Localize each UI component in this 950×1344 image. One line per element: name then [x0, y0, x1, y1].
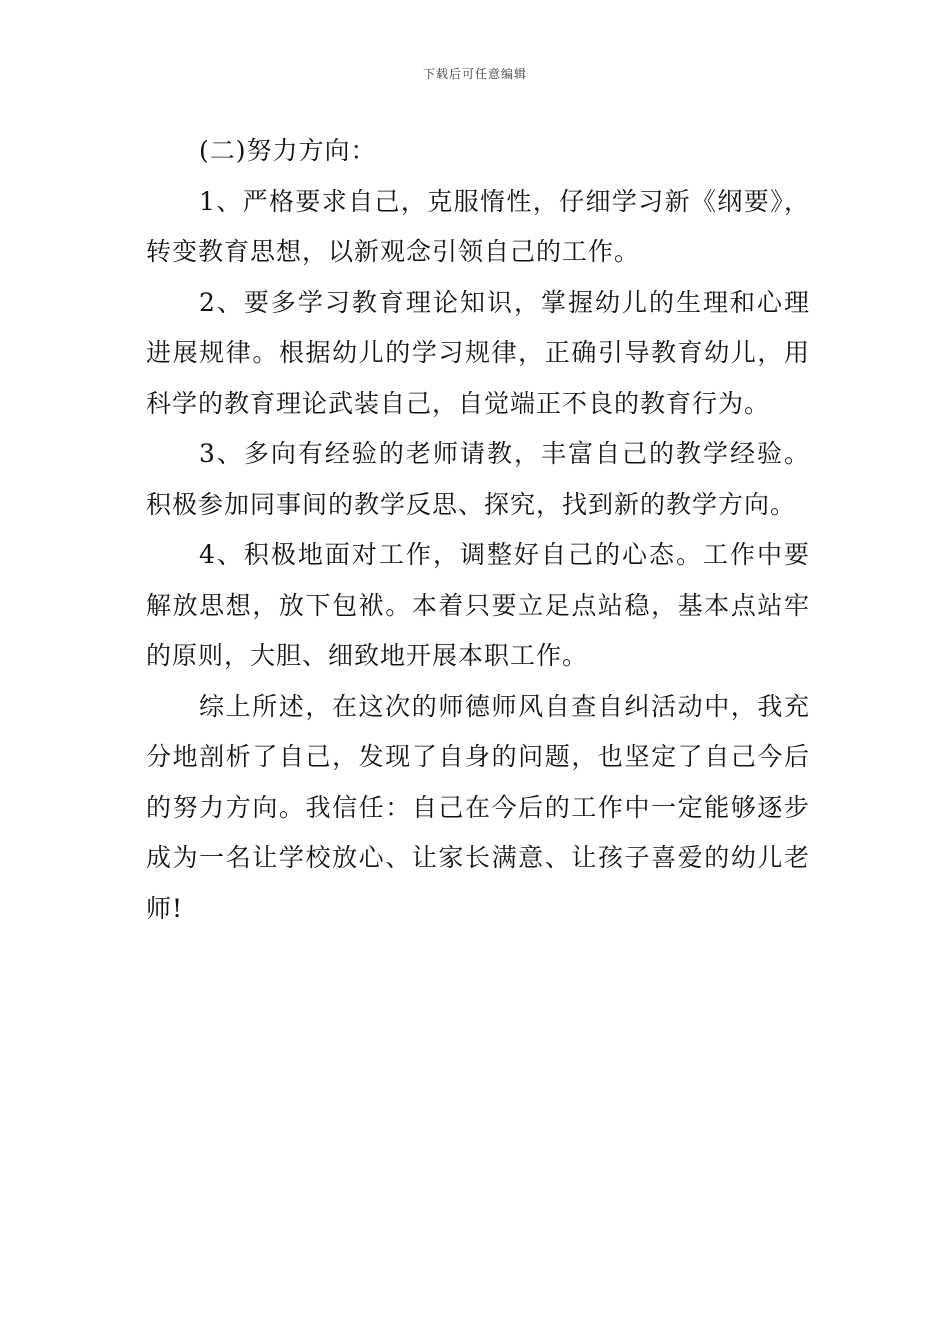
paragraph-item-4: 4、积极地面对工作，调整好自己的心态。工作中要解放思想，放下包袱。本着只要立足点站稳，基本点站牢的原则，大胆、细致地开展本职工作。: [146, 540, 810, 670]
header-note: 下载后可任意编辑: [422, 67, 527, 81]
paragraph-item-1: 1、严格要求自己，克服惰性，仔细学习新《纲要》，转变教育思想，以新观念引领自己的工作。: [146, 186, 810, 266]
paragraph-summary: 综上所述，在这次的师德师风自查自纠活动中，我充分地剖析了自己，发现了自身的问题，也坚定了自己今后的努力方向。我信任：自己在今后的工作中一定能够逐步成为一名让学校放心、让家长满意、让孩子喜爱的幼儿老师!: [146, 691, 810, 923]
document-body: [146, 126, 810, 934]
paragraph-item-3: 3、多向有经验的老师请教，丰富自己的教学经验。积极参加同事间的教学反思、探究，找到新的教学方向。: [146, 439, 810, 519]
paragraph-item-2: 2、要多学习教育理论知识，掌握幼儿的生理和心理进展规律。根据幼儿的学习规律，正确引导教育幼儿，用科学的教育理论武装自己，自觉端正不良的教育行为。: [146, 287, 810, 418]
section-heading: (二)努力方向：: [199, 136, 377, 165]
